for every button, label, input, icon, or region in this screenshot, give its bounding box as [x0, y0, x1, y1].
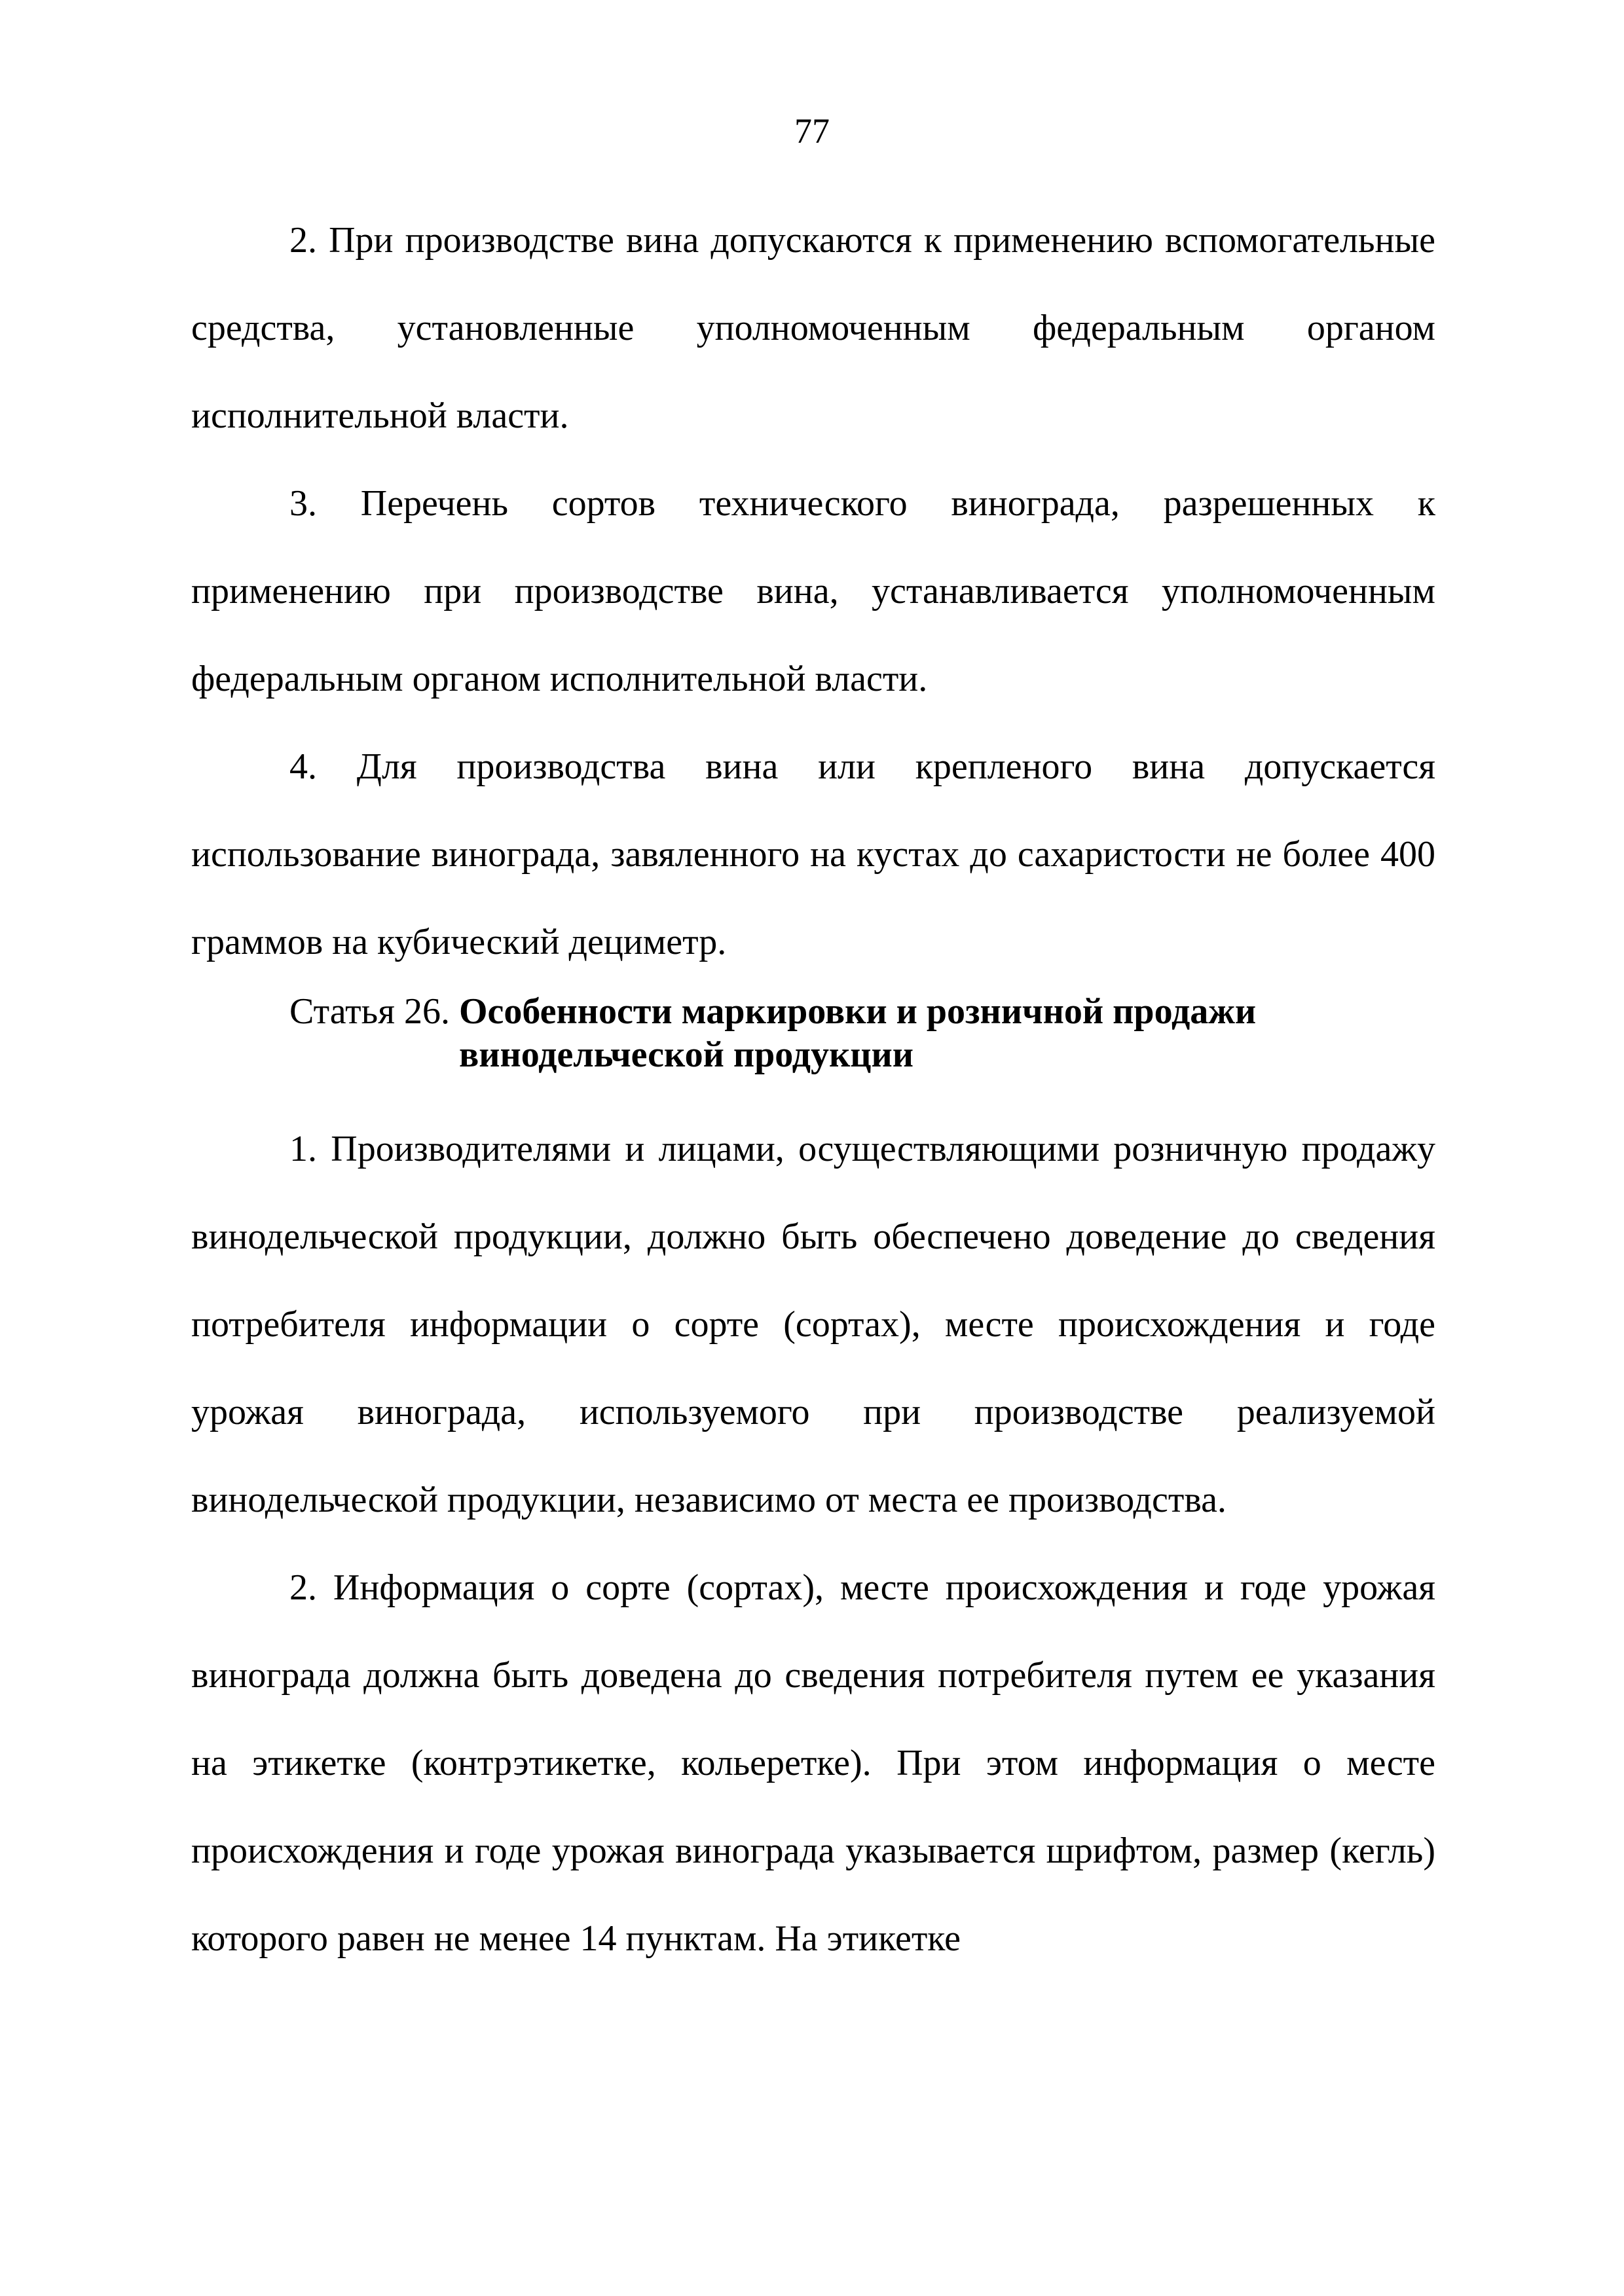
paragraph-item-3: 3. Перечень сортов технического винограда, разрешенных к применению при производстве вина, устанавливается уполномоченным федеральным органом исполнительной власти. [191, 483, 1435, 699]
paragraph-item-2: 2. При производстве вина допускаются к применению вспомогательные средства, установленные уполномоченным федеральным органом исполнительной власти. [191, 220, 1435, 436]
paragraph-item-1: 1. Производителями и лицами, осуществляющими розничную продажу винодельческой продукции, должно быть обеспечено доведение до сведения потребителя информации о сорте (сортах), месте происхождения и годе урожая винограда, используемого при производстве реализуемой винодельческой продукции, независимо от места ее производства. [191, 1129, 1435, 1520]
document-body [191, 196, 1435, 1982]
paragraph-item-2b: 2. Информация о сорте (сортах), месте происхождения и годе урожая винограда должна быть доведена до сведения потребителя путем ее указания на этикетке (контрэтикетке, кольеретке). При этом информация о месте происхождения и годе урожая винограда указывается шрифтом, размер (кегль) которого равен не менее 14 пунктам. На этикетке [191, 1567, 1435, 1959]
article-label: Статья 26. [289, 991, 459, 1032]
article-heading [191, 990, 1435, 1076]
paragraph-item-4: 4. Для производства вина или крепленого вина допускается использование винограда, завяленного на кустах до сахаристости не более 400 граммов на кубический дециметр. [191, 746, 1435, 962]
article-title: Особенности маркировки и розничной продажи винодельческой продукции [458, 991, 1257, 1075]
page-number: 77 [794, 111, 830, 151]
